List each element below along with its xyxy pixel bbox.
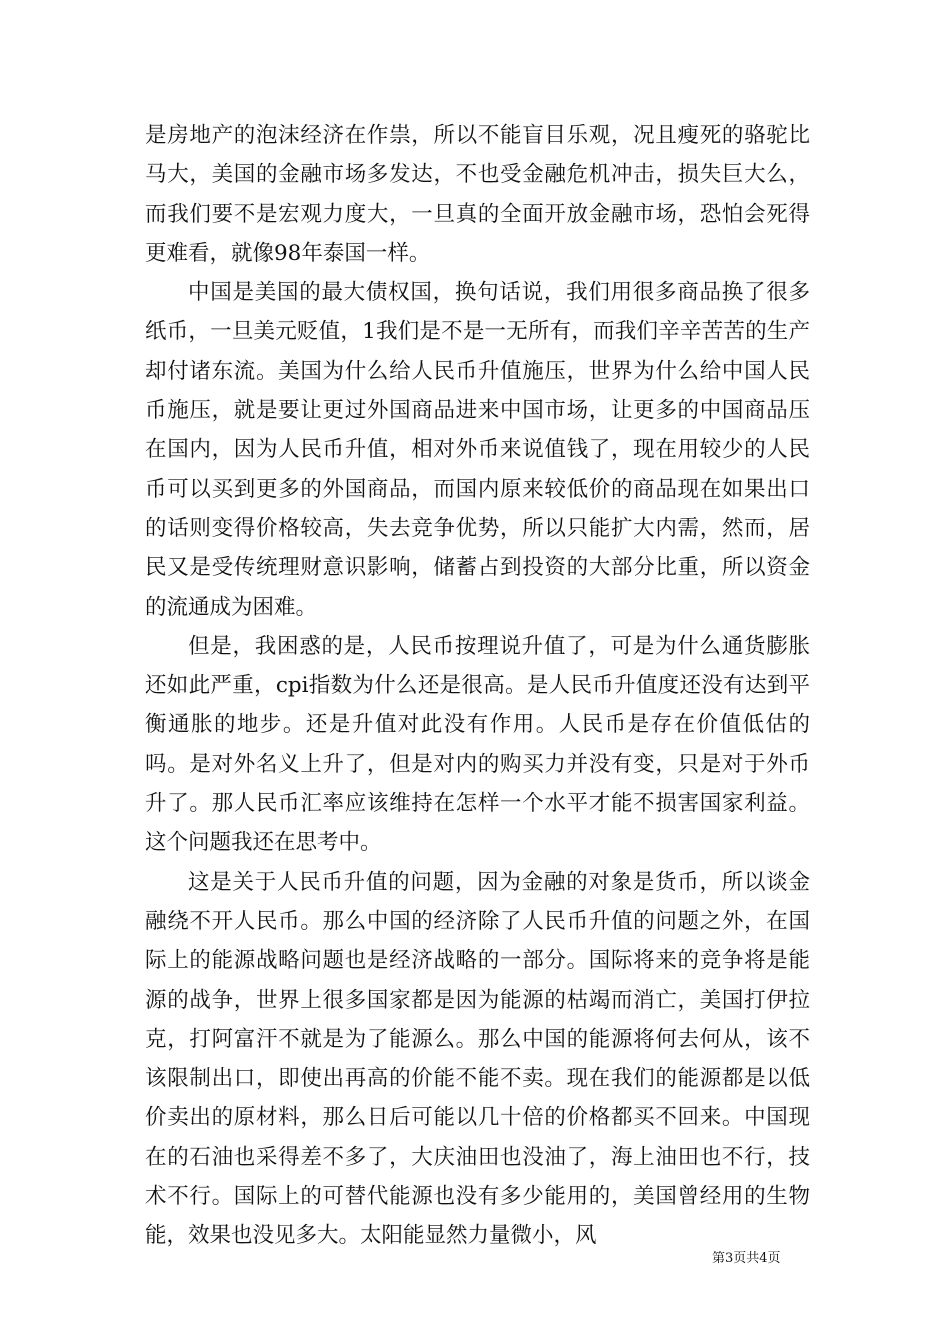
paragraph-continued: 是房地产的泡沫经济在作祟，所以不能盲目乐观，况且瘦死的骆驼比马大，美国的金融市场多发达，不也受金融危机冲击，损失巨大么，而我们要不是宏观力度大，一旦真的全面开放金融市场，恐怕会死得更难看，就像98年泰国一样。 bbox=[145, 123, 810, 266]
page-number-footer: 第3页共4页 bbox=[712, 1251, 781, 1266]
paragraph-inflation-question: 但是，我困惑的是，人民币按理说升值了，可是为什么通货膨胀还如此严重，cpi指数为什么还是很高。是人民币升值度还没有达到平衡通胀的地步。还是升值对此没有作用。人民币是存在价值低估的吗。是对外名义上升了，但是对内的购买力并没有变，只是对于外币升了。那人民币汇率应该维持在怎样一个水平才能不损害国家利益。这个问题我还在思考中。 bbox=[145, 633, 810, 856]
paragraph-energy-strategy: 这是关于人民币升值的问题，因为金融的对象是货币，所以谈金融绕不开人民币。那么中国的经济除了人民币升值的问题之外，在国际上的能源战略问题也是经济战略的一部分。国际将来的竞争将是能源的战争，世界上很多国家都是因为能源的枯竭而消亡，美国打伊拉克，打阿富汗不就是为了能源么。那么中国的能源将何去何从，该不该限制出口，即使出再高的价能不能不卖。现在我们的能源都是以低价卖出的原材料，那么日后可能以几十倍的价格都买不回来。中国现在的石油也采得差不多了，大庆油田也没油了，海上油田也不行，技术不行。国际上的可替代能源也没有多少能用的，美国曾经用的生物能，效果也没见多大。太阳能显然力量微小，风 bbox=[145, 869, 810, 1249]
paragraph-creditor-nation: 中国是美国的最大债权国，换句话说，我们用很多商品换了很多纸币，一旦美元贬值，1我们是不是一无所有，而我们辛辛苦苦的生产却付诸东流。美国为什么给人民币升值施压，世界为什么给中国人民币施压，就是要让更过外国商品进来中国市场，让更多的中国商品压在国内，因为人民币升值，相对外币来说值钱了，现在用较少的人民币可以买到更多的外国商品，而国内原来较低价的商品现在如果出口的话则变得价格较高，失去竞争优势，所以只能扩大内需，然而，居民又是受传统理财意识影响，储蓄占到投资的大部分比重，所以资金的流通成为困难。 bbox=[145, 280, 810, 620]
document-body bbox=[145, 116, 810, 1256]
